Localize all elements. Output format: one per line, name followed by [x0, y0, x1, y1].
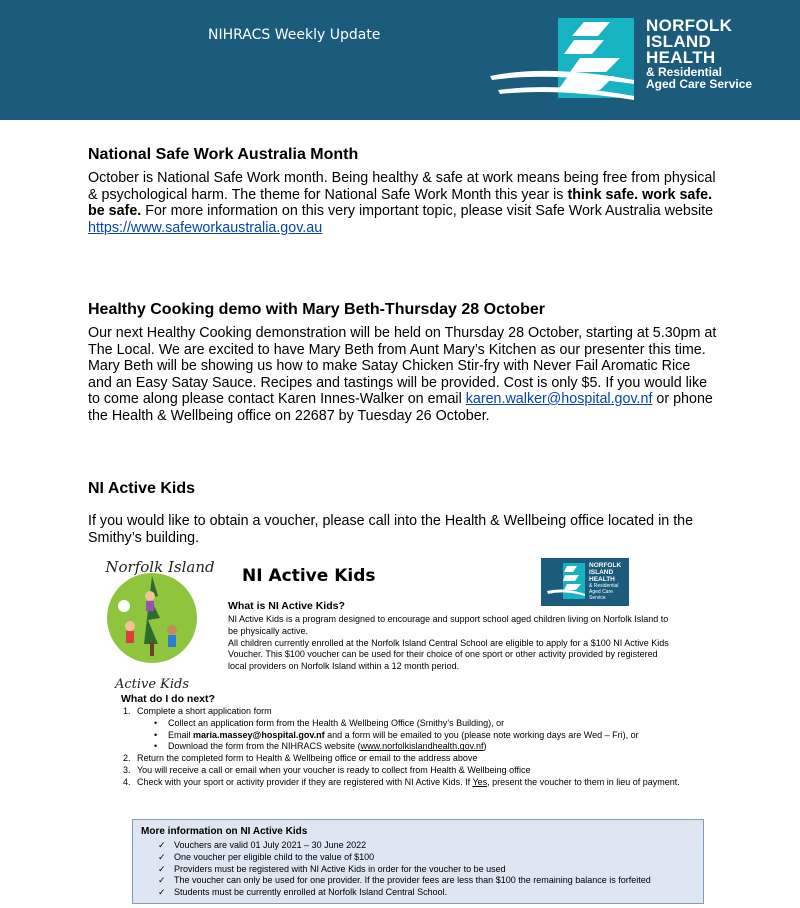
what-is-p2: All children currently enrolled at the Norfolk Island Central School are eligible to apply for a $100 NI Active Kids Voucher. This $100 voucher can be used for their choice of one sport or other activity provided by registered local providers on Norfolk Island within a 12 month period. — [228, 637, 669, 672]
check-icon: ✓ — [158, 887, 166, 898]
mini-logo-line5: Aged Care Service — [589, 589, 613, 601]
more-info-list — [158, 840, 651, 899]
active-kids-flyer — [0, 548, 800, 908]
mini-logo-line3: HEALTH — [589, 576, 615, 583]
info-item-text: Students must be currently enrolled at Norfolk Island Central School. — [174, 887, 448, 898]
logo-line-residential: & Residential — [646, 65, 723, 79]
nihracs-logo-icon — [488, 14, 638, 110]
safe-work-text-b: For more information on this very important topic, please visit Safe Work Australia website — [141, 203, 714, 219]
safe-work-theme: think safe. work safe. be safe. — [88, 186, 713, 219]
active-kids-logo-bottom: Active Kids — [114, 677, 190, 692]
nihracs-website-link[interactable]: www.norfolkislandhealth.gov.nf — [360, 741, 484, 752]
info-item-text: One voucher per eligible child to the value of $100 — [174, 851, 375, 862]
safe-work-heading: National Safe Work Australia Month — [88, 146, 359, 163]
mini-logo-line1: NORFOLK — [589, 562, 622, 569]
cooking-demo-text-b: or phone the Health & Wellbeing office on 22687 by Tuesday 26 October. — [88, 391, 713, 424]
step-1: 1. Complete a short application form — [123, 706, 272, 716]
active-kids-logo-top: Norfolk Island — [105, 558, 215, 576]
cooking-demo-paragraph — [88, 325, 718, 424]
info-item — [158, 875, 651, 887]
info-item — [158, 887, 651, 899]
step-2: 2. Return the completed form to Health & Wellbeing office or email to the address above — [123, 753, 478, 764]
what-is-text — [228, 614, 678, 673]
cooking-demo-heading: Healthy Cooking demo with Mary Beth-Thursday 28 October — [88, 301, 545, 318]
check-icon: ✓ — [158, 840, 166, 850]
flyer-nihracs-logo — [541, 558, 629, 606]
safe-work-text-a: October is National Safe Work month. Being healthy & safe at work means being free from physical & psychological harm. The theme for National Safe Work Month this year is — [88, 170, 716, 203]
maria-email[interactable]: maria.massey@hospital.gov.nf — [193, 729, 325, 740]
logo-line-island: ISLAND — [646, 32, 712, 51]
info-item-text: Providers must be registered with NI Active Kids in order for the voucher to be used — [174, 863, 506, 874]
sub-2-text-a: Email — [168, 729, 194, 740]
step-1-sub-3: • Download the form from the NIHRACS website (www.norfolkislandhealth.gov.nf) — [154, 741, 487, 752]
check-icon: ✓ — [158, 863, 166, 874]
step-2-text: Return the completed form to Health & Wellbeing office or email to the address above — [137, 753, 478, 764]
step-3-text: You will receive a call or email when your voucher is ready to collect from Health & Wellbeing office — [137, 764, 531, 775]
step-4-text-a: Check with your sport or activity provider if they are registered with NI Active Kids. If — [137, 776, 473, 787]
sub-1-text: Collect an application form from the Health & Wellbeing Office (Smithy’s Building), or — [168, 717, 505, 728]
what-next-heading: What do I do next? — [121, 693, 215, 705]
nihracs-logo-text — [646, 18, 752, 90]
logo-line-health: HEALTH — [646, 48, 716, 67]
mini-logo-line2: ISLAND — [589, 569, 614, 576]
step-1-sub-1: • Collect an application form from the Health & Wellbeing Office (Smithy’s Building), or — [154, 717, 505, 728]
logo-line-aged-care: Aged Care Service — [646, 77, 753, 91]
flyer-logo-mark-icon — [545, 561, 587, 603]
what-is-p1: NI Active Kids is a program designed to encourage and support school aged children living on Norfolk Island to be physically active. — [228, 614, 669, 636]
mini-logo-line4: & Residential — [589, 583, 619, 589]
sub-3-text-b: ) — [483, 741, 487, 752]
info-item — [158, 864, 651, 876]
more-info-box — [132, 819, 704, 904]
what-is-heading: What is NI Active Kids? — [228, 600, 345, 612]
check-icon: ✓ — [158, 875, 166, 886]
cooking-demo-text-a: Our next Healthy Cooking demonstration will be held on Thursday 28 October, starting at 5.30pm at The Local. We are excited to have Mary Beth from Aunt Mary’s Kitchen as our presenter this time. Mary Beth will be showing us how to make Satay Chicken Stir-fry with Never Fail Aromatic Rice and an Easy Satay Sauce. Recipes and tastings will be provided. Cost is only $5. If you would like to come along please contact Karen Innes-Walker on email — [88, 325, 717, 407]
karen-email-link[interactable]: karen.walker@hospital.gov.nf — [465, 391, 653, 407]
active-kids-logo-icon — [100, 556, 220, 696]
flyer-title: NI Active Kids — [242, 566, 376, 586]
safe-work-paragraph — [88, 170, 718, 236]
safe-work-link[interactable]: https://www.safeworkaustralia.gov.au — [88, 219, 323, 236]
more-info-heading: More information on NI Active Kids — [141, 826, 308, 837]
step-4-text-b: , present the voucher to them in lieu of payment. — [487, 776, 680, 787]
active-kids-paragraph: If you would like to obtain a voucher, please call into the Health & Wellbeing office located in the Smithy’s building. — [88, 513, 694, 546]
active-kids-heading: NI Active Kids — [88, 480, 195, 497]
check-icon: ✓ — [158, 851, 166, 862]
steps-list — [123, 706, 683, 789]
step-4-yes: Yes — [472, 776, 488, 787]
step-1-text: Complete a short application form — [137, 706, 272, 716]
newsletter-title: NIHRACS Weekly Update — [208, 27, 381, 43]
info-item — [158, 840, 651, 852]
step-1-sub-2: • Email maria.massey@hospital.gov.nf and a form will be emailed to you (please note working days are Wed – Fri), or — [154, 729, 639, 740]
step-4: 4. Check with your sport or activity provider if they are registered with NI Active Kids. If Yes, present the voucher to them in lieu of payment. — [123, 776, 680, 787]
sub-3-text-a: Download the form from the NIHRACS website ( — [168, 741, 361, 752]
sub-2-text-b: and a form will be emailed to you (please note working days are Wed – Fri), or — [324, 729, 639, 740]
info-item — [158, 852, 651, 864]
info-item-text: Vouchers are valid 01 July 2021 – 30 June 2022 — [174, 840, 367, 850]
logo-line-norfolk: NORFOLK — [646, 16, 733, 35]
header-banner — [0, 0, 800, 120]
info-item-text: The voucher can only be used for one provider. If the provider fees are less than $100 the remaining balance is forfeited — [174, 875, 651, 886]
step-3: 3. You will receive a call or email when your voucher is ready to collect from Health & Wellbeing office — [123, 764, 531, 775]
